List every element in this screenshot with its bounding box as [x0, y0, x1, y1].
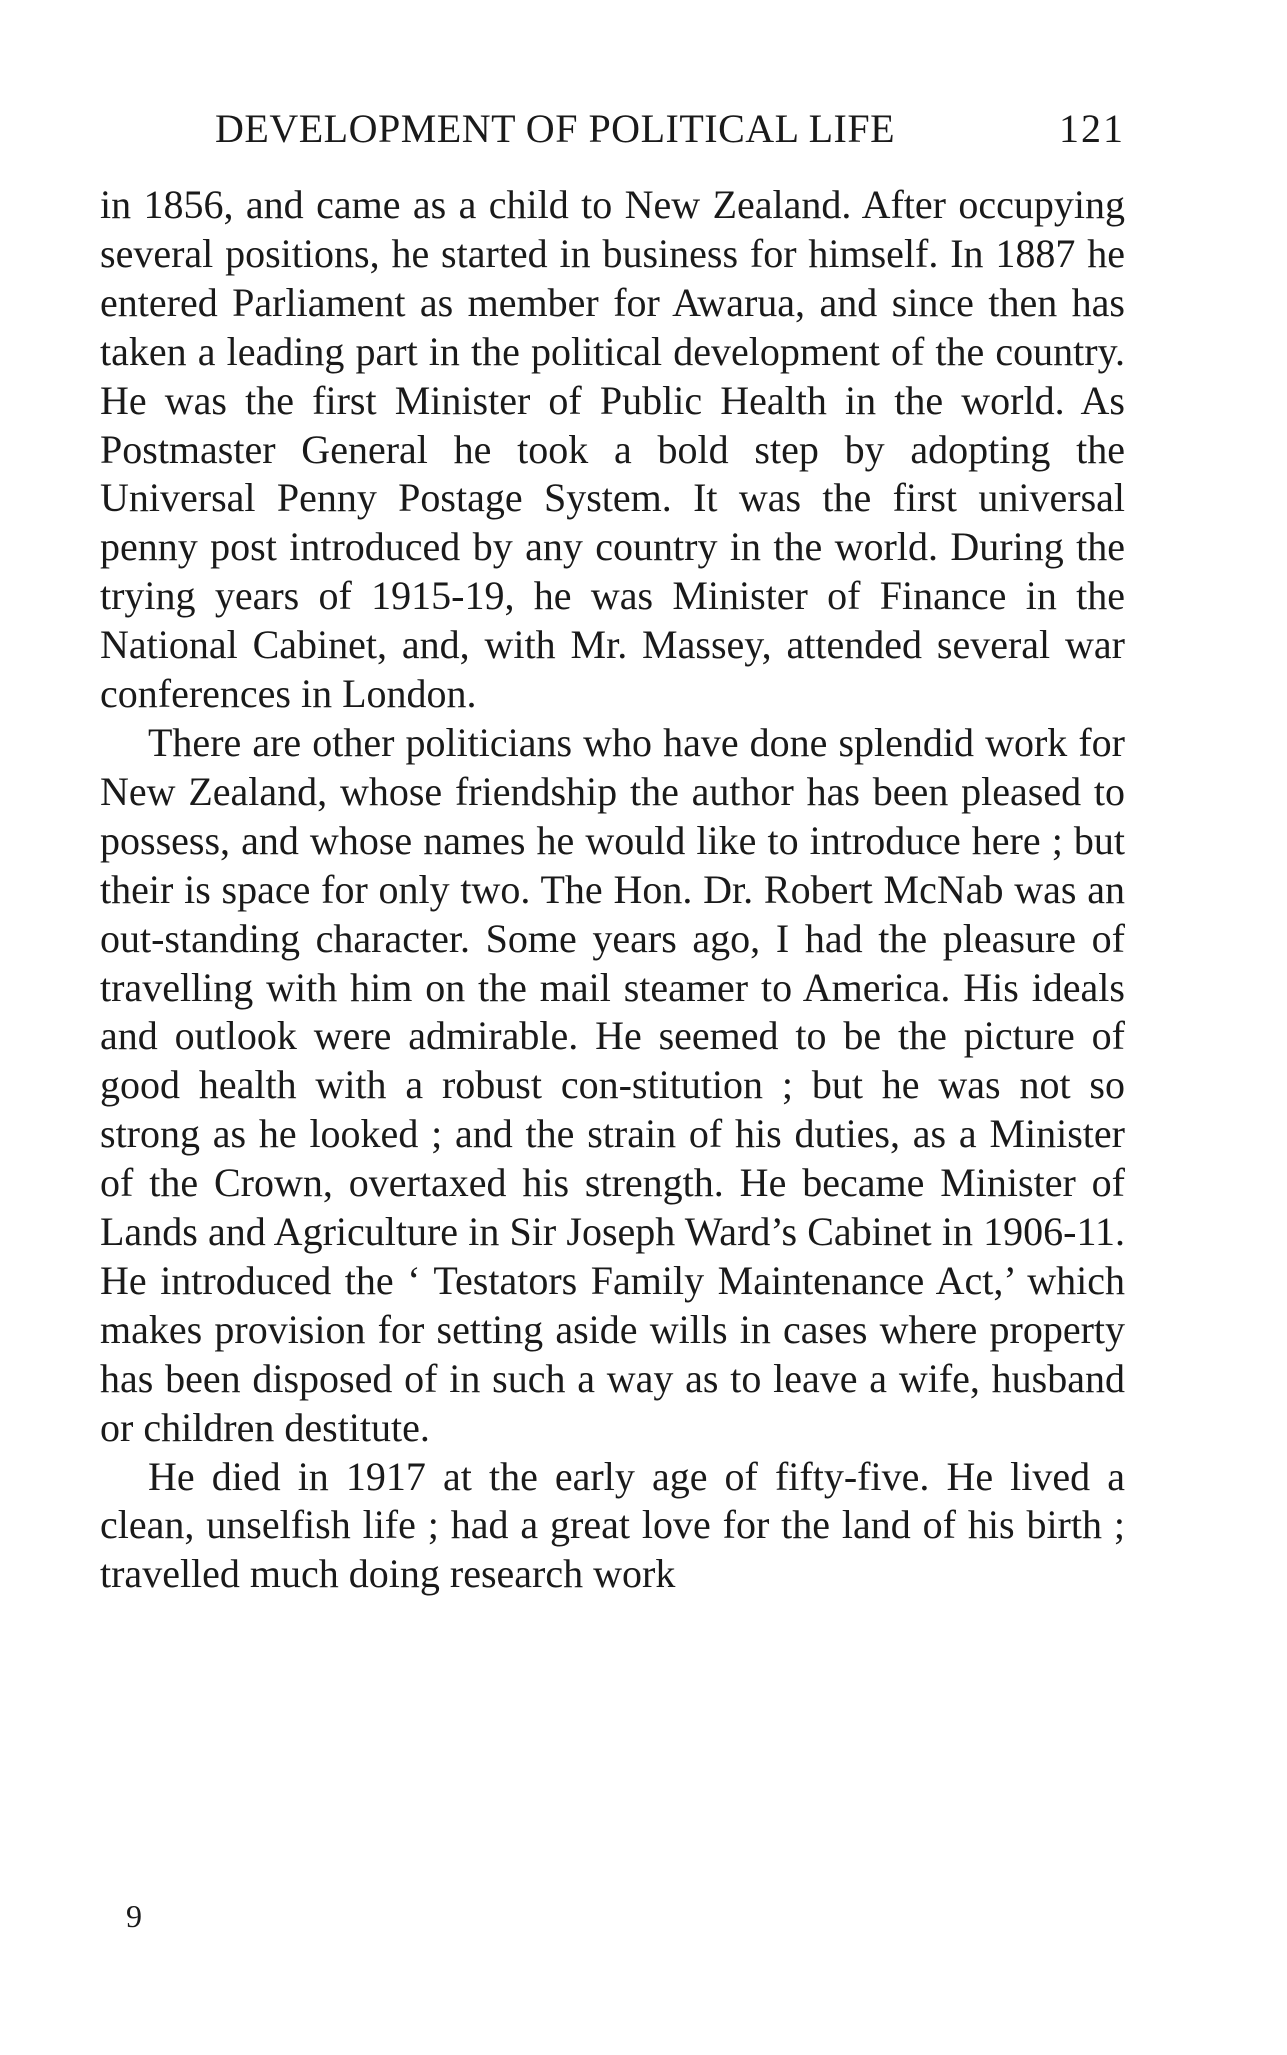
chapter-title: DEVELOPMENT OF POLITICAL LIFE — [215, 106, 896, 151]
paragraph: There are other politicians who have done splendid work for New Zealand, whose friendship the author has been pleased to possess, and whose names he would like to introduce here ; but their is space for only two. The Hon. Dr. Robert McNab was an out-standing character. Some years ago, I had the pleasure of travelling with him on the mail steamer to America. His ideals and outlook were admirable. He seemed to be the picture of good health with a robust con-stitution ; but he was not so strong as he looked ; and the strain of his duties, as a Minister of the Crown, overtaxed his strength. He became Minister of Lands and Agriculture in Sir Joseph Ward’s Cabinet in 1906-11. He introduced the ‘ Testators Family Maintenance Act,’ which makes provision for setting aside wills in cases where property has been disposed of in such a way as to leave a wife, husband or children destitute. — [100, 719, 1125, 1450]
running-head — [215, 105, 1125, 161]
paragraph: in 1856, and came as a child to New Zealand. After occupying several positions, he started in business for himself. In 1887 he entered Parliament as member for Awarua, and since then has taken a leading part in the political development of the country. He was the first Minister of Public Health in the world. As Postmaster General he took a bold step by adopting the Universal Penny Postage System. It was the first universal penny post introduced by any country in the world. During the trying years of 1915-19, he was Minister of Finance in the National Cabinet, and, with Mr. Massey, attended several war conferences in London. — [100, 182, 1125, 717]
paragraph: He died in 1917 at the early age of fifty-five. He lived a clean, unselfish life ; had a great love for the land of his birth ; travelled much doing research work — [100, 1453, 1125, 1597]
body-text — [100, 181, 1125, 1599]
page-number: 121 — [1059, 106, 1125, 151]
signature-mark: 9 — [126, 1898, 142, 1934]
book-page — [100, 105, 1125, 1599]
